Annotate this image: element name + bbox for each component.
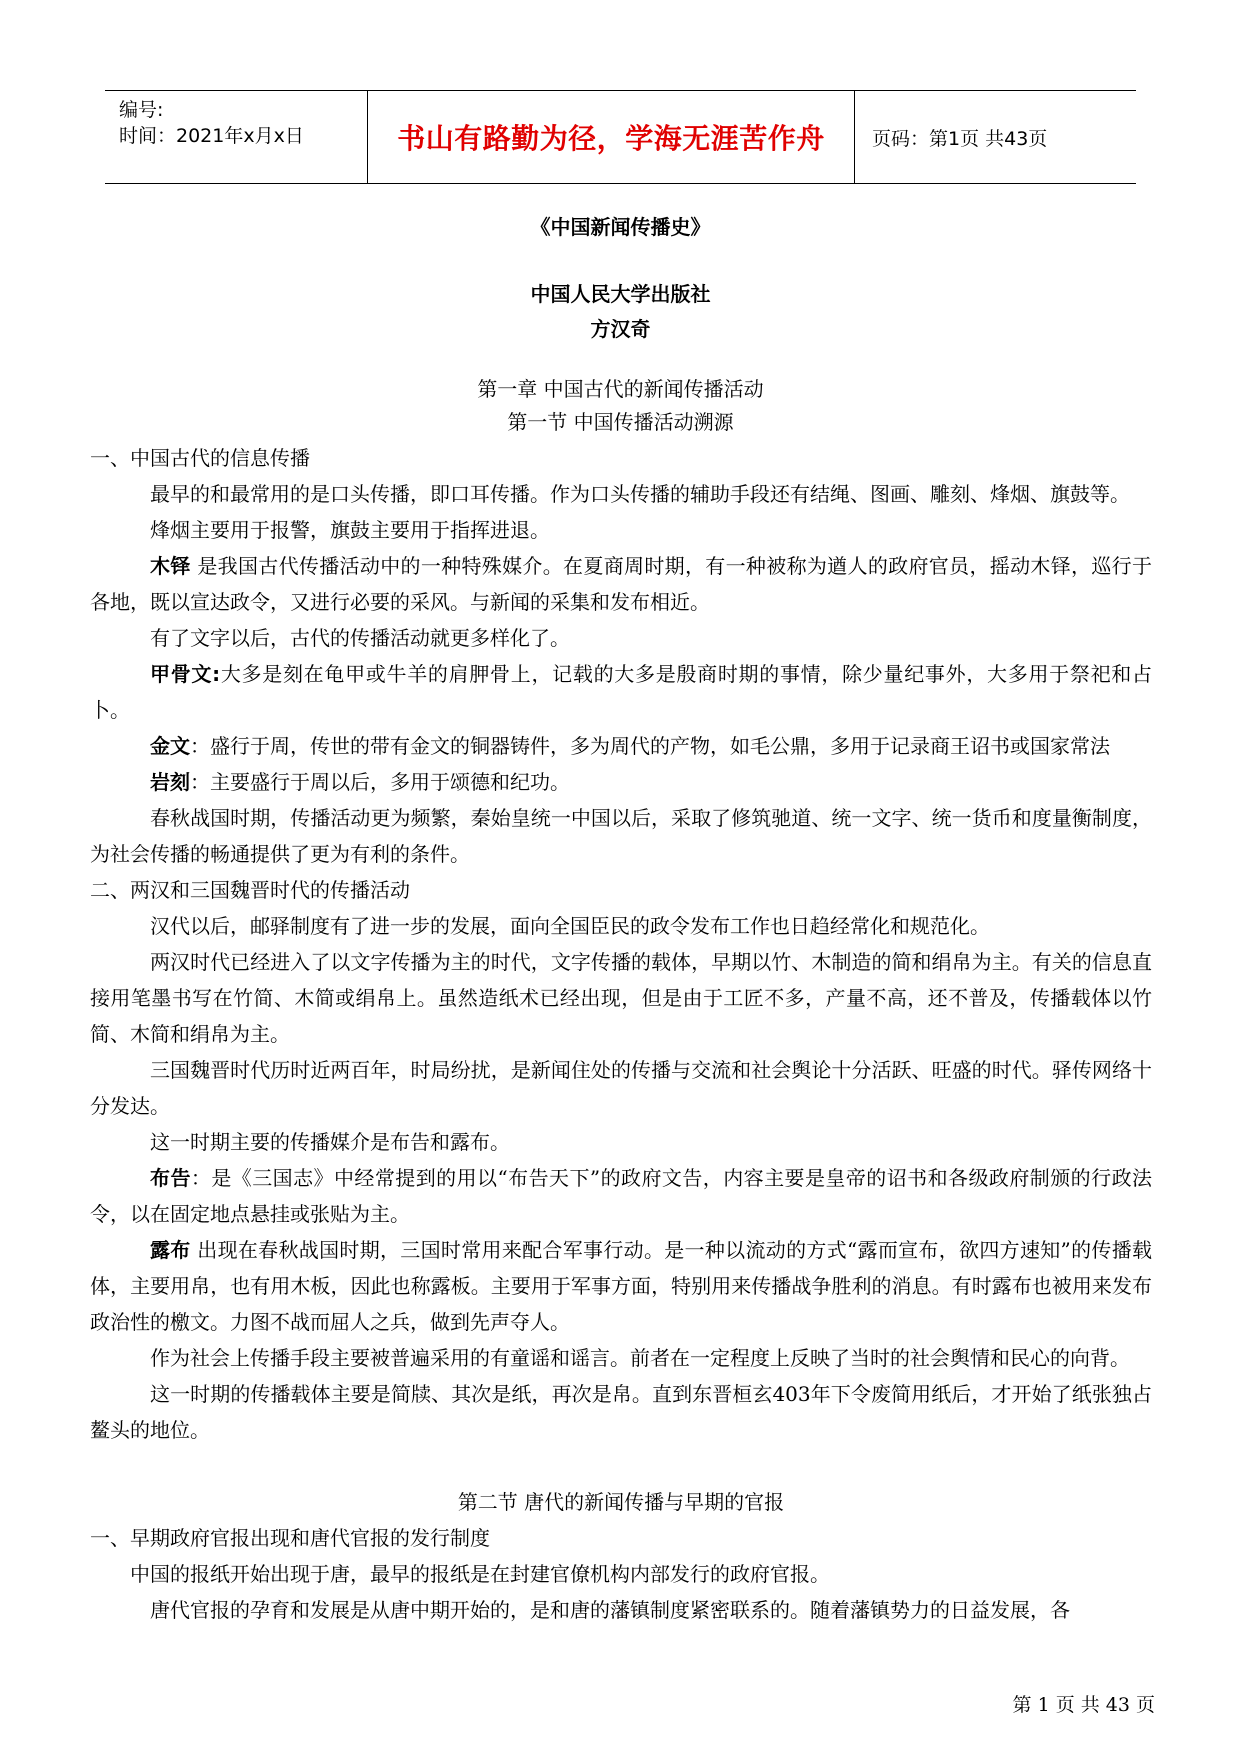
paragraph-text: 一、中国古代的信息传播 (90, 446, 310, 470)
paragraph (90, 1232, 1152, 1340)
header-motto: 书山有路勤为径，学海无涯苦作舟 (397, 122, 825, 155)
book-title: 《中国新闻传播史》 (530, 215, 711, 239)
term-label: 金文 (150, 734, 190, 758)
section-heading: 第一节 中国传播活动溯源 (507, 410, 734, 434)
paragraph-text: 汉代以后，邮驿制度有了进一步的发展，面向全国臣民的政令发布工作也日趋经常化和规范化。 (150, 914, 990, 938)
paragraph-text: 烽烟主要用于报警，旗鼓主要用于指挥进退。 (150, 518, 550, 542)
subsection-heading (90, 440, 1152, 476)
paragraph-text: 出现在春秋战国时期，三国时常用来配合军事行动。是一种以流动的方式“露而宣布，欲四方速知”的传播载体，主要用帛，也有用木板，因此也称露板。主要用于军事方面，特别用来传播战争胜利的消息。有时露布也被用来发布政治性的檄文。力图不战而屈人之兵，做到先声夺人。 (90, 1238, 1152, 1334)
paragraph (90, 1556, 1152, 1592)
page-footer: 第 1 页 共 43 页 (1012, 1694, 1155, 1716)
paragraph (90, 1340, 1152, 1376)
paragraph-text: ：主要盛行于周以后，多用于颂德和纪功。 (190, 770, 570, 794)
paragraph (90, 656, 1152, 728)
subsection-heading (90, 1520, 1152, 1556)
paragraph (90, 1160, 1152, 1232)
term-label: 露布 (150, 1238, 191, 1262)
header-page-cell (856, 91, 1136, 183)
paragraph-text: 最早的和最常用的是口头传播，即口耳传播。作为口头传播的辅助手段还有结绳、图画、雕刻、烽烟、旗鼓等。 (150, 482, 1130, 506)
document-number-label: 编号: (119, 99, 164, 121)
paragraph (90, 728, 1152, 764)
term-label: 甲骨文: (150, 662, 221, 686)
paragraph-text: 大多是刻在龟甲或牛羊的肩胛骨上，记载的大多是殷商时期的事情，除少量纪事外，大多用于祭祀和占卜。 (90, 662, 1152, 722)
paragraph (90, 1376, 1152, 1448)
paragraph-text: ：盛行于周，传世的带有金文的铜器铸件，多为周代的产物，如毛公鼎，多用于记录商王诏书或国家常法 (190, 734, 1110, 758)
publisher: 中国人民大学出版社 (530, 282, 711, 306)
paragraph-text: 作为社会上传播手段主要被普遍采用的有童谣和谣言。前者在一定程度上反映了当时的社会舆情和民心的向背。 (150, 1346, 1130, 1370)
document-time-label: 时间：2021年x月x日 (119, 125, 304, 147)
paragraph (90, 1052, 1152, 1124)
paragraph (90, 944, 1152, 1052)
document-header (105, 90, 1136, 184)
paragraph-text: 中国的报纸开始出现于唐，最早的报纸是在封建官僚机构内部发行的政府官报。 (130, 1562, 830, 1586)
paragraph (90, 1124, 1152, 1160)
document-body (90, 440, 1152, 1628)
paragraph-text: 第二节 唐代的新闻传播与早期的官报 (457, 1490, 785, 1514)
paragraph (90, 908, 1152, 944)
paragraph (90, 476, 1152, 512)
author: 方汉奇 (590, 317, 651, 341)
term-label: 岩刻 (150, 770, 190, 794)
paragraph-text: 一、早期政府官报出现和唐代官报的发行制度 (90, 1526, 490, 1550)
paragraph (90, 800, 1152, 872)
paragraph-text: 这一时期的传播载体主要是简牍、其次是纸，再次是帛。直到东晋桓玄403年下令废简用纸后，才开始了纸张独占鳌头的地位。 (90, 1382, 1152, 1442)
chapter-heading: 第一章 中国古代的新闻传播活动 (477, 377, 764, 401)
header-left-cell (105, 91, 368, 183)
paragraph (90, 620, 1152, 656)
paragraph-text: 两汉时代已经进入了以文字传播为主的时代，文字传播的载体，早期以竹、木制造的简和绢帛为主。有关的信息直接用笔墨书写在竹简、木简或绢帛上。虽然造纸术已经出现，但是由于工匠不多，产量不高，还不普及，传播载体以竹简、木简和绢帛为主。 (90, 950, 1152, 1046)
paragraph-text: 三国魏晋时代历时近两百年，时局纷扰，是新闻住处的传播与交流和社会舆论十分活跃、旺盛的时代。驿传网络十分发达。 (90, 1058, 1152, 1118)
paragraph-text: 有了文字以后，古代的传播活动就更多样化了。 (150, 626, 570, 650)
subsection-heading (90, 872, 1152, 908)
paragraph-text: 春秋战国时期，传播活动更为频繁，秦始皇统一中国以后，采取了修筑驰道、统一文字、统一货币和度量衡制度，为社会传播的畅通提供了更为有利的条件。 (90, 806, 1152, 866)
header-motto-cell (368, 91, 855, 183)
paragraph (90, 548, 1152, 620)
term-label: 布告 (150, 1166, 191, 1190)
paragraph (90, 512, 1152, 548)
paragraph-text: 唐代官报的孕育和发展是从唐中期开始的，是和唐的藩镇制度紧密联系的。随着藩镇势力的日益发展，各 (150, 1598, 1070, 1622)
term-label: 木铎 (150, 554, 191, 578)
paragraph-text: 二、两汉和三国魏晋时代的传播活动 (90, 878, 410, 902)
paragraph-text: 是我国古代传播活动中的一种特殊媒介。在夏商周时期，有一种被称为遒人的政府官员，摇动木铎，巡行于各地，既以宣达政令，又进行必要的采风。与新闻的采集和发布相近。 (90, 554, 1152, 614)
paragraph (90, 1592, 1152, 1628)
header-page-number: 页码：第1页 共43页 (872, 127, 1048, 150)
paragraph-text: 这一时期主要的传播媒介是布告和露布。 (150, 1130, 510, 1154)
section-heading (90, 1484, 1152, 1520)
paragraph (90, 764, 1152, 800)
paragraph-text: ：是《三国志》中经常提到的用以“布告天下”的政府文告，内容主要是皇帝的诏书和各级政府制颁的行政法令，以在固定地点悬挂或张贴为主。 (90, 1166, 1153, 1226)
